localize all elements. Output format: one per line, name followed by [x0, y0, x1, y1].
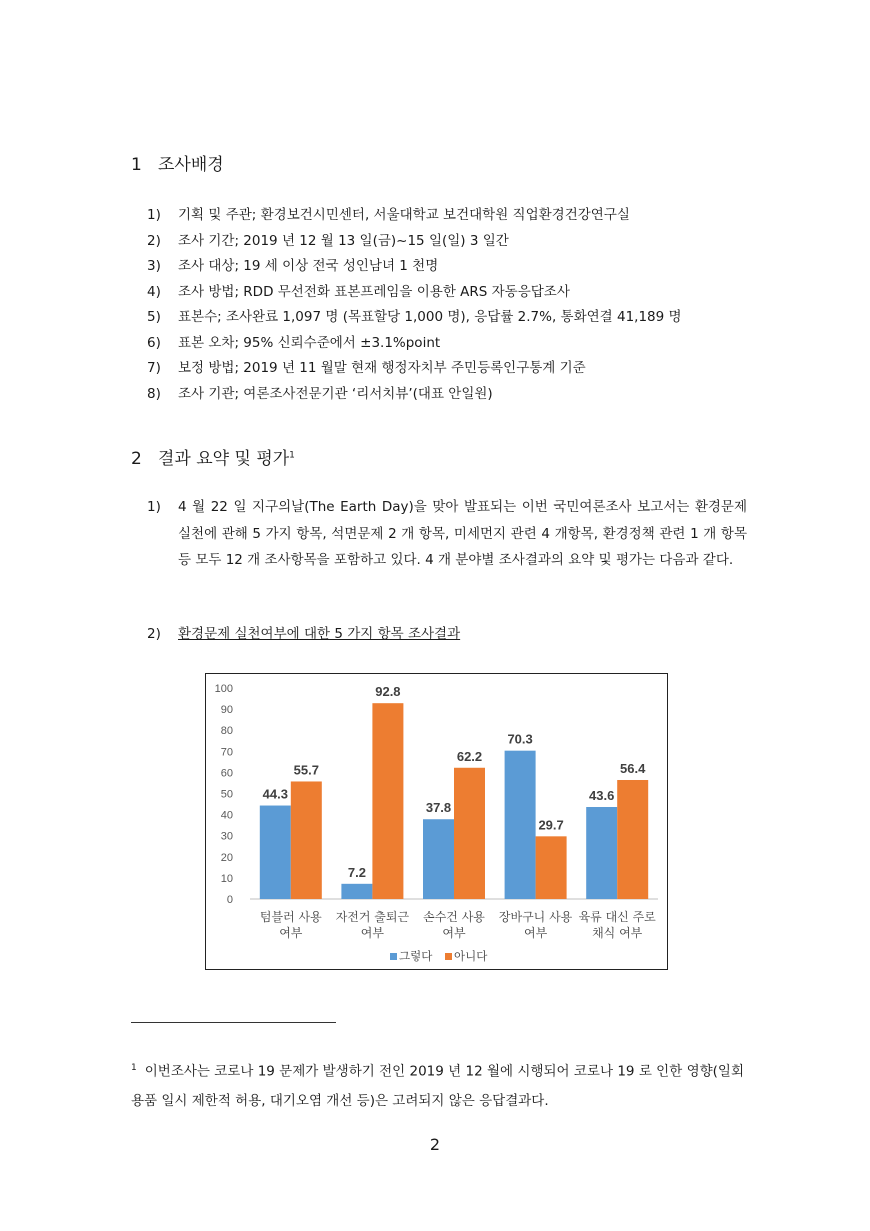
bar-yes — [505, 751, 536, 899]
data-label: 92.8 — [375, 684, 401, 700]
list-item-number: 3) — [147, 258, 161, 274]
bar-no — [617, 780, 648, 899]
list-item-number: 2) — [147, 232, 161, 249]
chart-canvas — [206, 674, 666, 968]
bar-no — [454, 768, 485, 899]
footnote — [131, 1054, 744, 1116]
list-item — [147, 254, 682, 280]
data-label: 44.3 — [262, 786, 288, 802]
y-tick-label: 20 — [220, 851, 233, 864]
list-item — [147, 203, 682, 229]
category-label: 장바구니 사용 — [498, 910, 573, 924]
survey-background-list — [147, 203, 682, 407]
list-item — [147, 305, 682, 331]
list-item-number: 5) — [147, 309, 161, 325]
data-label: 37.8 — [425, 800, 452, 816]
data-label: 56.4 — [620, 760, 646, 776]
data-label: 55.7 — [293, 762, 319, 778]
caption-number: 2) — [147, 626, 161, 642]
bar-chart — [205, 673, 668, 970]
summary-paragraph — [147, 494, 747, 574]
footnote-text: 이번조사는 코로나 19 문제가 발생하기 전인 2019 년 12 월에 시행되어 코로나 19 로 인한 영향(일회용품 일시 제한적 허용, 대기오염 개선 등)은 고려되지 않은 응답결과다. — [131, 1063, 744, 1109]
category-label: 여부 — [524, 926, 548, 940]
list-item-text: 조사 방법; RDD 무선전화 표본프레임을 이용한 ARS 자동응답조사 — [178, 283, 570, 300]
y-tick-label: 10 — [220, 872, 233, 885]
data-label: 70.3 — [507, 731, 533, 747]
page-number: 2 — [429, 1135, 441, 1154]
list-item — [147, 382, 682, 408]
data-label: 62.2 — [456, 748, 483, 764]
list-item — [147, 331, 682, 357]
category-label: 채식 여부 — [592, 926, 643, 940]
legend-swatch — [390, 953, 397, 960]
section1-heading — [131, 150, 224, 175]
paragraph-text: 4 월 22 일 지구의날(The Earth Day)을 맞아 발표되는 이번 국민여론조사 보고서는 환경문제 실천에 관해 5 가지 항목, 석면문제 2 개 항목, 미세먼지 관련 4 개항목, 환경정책 관련 1 개 항목 등 모두 12 개 조사항목을 포함하고 있다. 4 개 분야별 조사결과의 요약 및 평가는 다음과 같다. — [178, 499, 747, 568]
footnote-divider — [131, 1022, 336, 1023]
data-label: 43.6 — [589, 788, 615, 804]
legend-swatch — [445, 953, 452, 960]
y-tick-label: 80 — [220, 725, 233, 738]
list-item-text: 조사 기관; 여론조사전문기관 ‘리서치뷰’(대표 안일원) — [178, 385, 493, 402]
section2-heading — [131, 444, 295, 469]
y-tick-label: 100 — [214, 683, 233, 695]
y-tick-label: 90 — [220, 704, 233, 717]
caption-text: 환경문제 실천여부에 대한 5 가지 항목 조사결과 — [178, 626, 461, 642]
list-item-text: 기획 및 주관; 환경보건시민센터, 서울대학교 보건대학원 직업환경건강연구실 — [178, 207, 630, 223]
category-label: 육류 대신 주로 — [578, 910, 656, 924]
bar-yes — [586, 807, 617, 899]
y-tick-label: 60 — [220, 767, 233, 780]
legend-label: 그렇다 — [399, 949, 433, 963]
list-item — [147, 280, 682, 306]
bar-yes — [423, 819, 454, 899]
list-item-text: 보정 방법; 2019 년 11 월말 현재 행정자치부 주민등록인구통계 기준 — [178, 360, 586, 376]
category-label: 자전거 출퇴근 — [335, 910, 410, 924]
list-item-number: 4) — [147, 283, 161, 300]
footnote-mark: 1 — [131, 1063, 137, 1073]
list-item-text: 조사 대상; 19 세 이상 전국 성인남녀 1 천명 — [178, 258, 439, 274]
list-item-number: 6) — [147, 334, 161, 351]
section1-title: 조사배경 — [158, 155, 224, 175]
section2-number: 2 — [131, 449, 142, 469]
y-tick-label: 30 — [220, 830, 233, 843]
category-label: 여부 — [442, 926, 466, 940]
category-label: 텀블러 사용 — [259, 910, 322, 924]
bar-yes — [341, 884, 372, 899]
category-label: 여부 — [360, 926, 384, 940]
section1-number: 1 — [131, 155, 142, 175]
list-item-text: 표본수; 조사완료 1,097 명 (목표할당 1,000 명), 응답률 2.7%, 통화연결 41,189 명 — [178, 309, 682, 325]
y-tick-label: 40 — [220, 809, 233, 822]
list-item-text: 조사 기간; 2019 년 12 월 13 일(금)~15 일(일) 3 일간 — [178, 232, 509, 249]
data-label: 7.2 — [347, 864, 366, 880]
bar-no — [372, 703, 403, 899]
list-item-number: 7) — [147, 360, 161, 376]
chart-caption — [147, 622, 460, 642]
section2-title: 결과 요약 및 평가 — [158, 449, 290, 469]
bar-no — [536, 836, 567, 899]
category-label: 손수건 사용 — [423, 910, 485, 924]
paragraph-number: 1) — [147, 499, 161, 515]
data-label: 29.7 — [538, 817, 564, 833]
y-tick-label: 50 — [220, 788, 233, 801]
list-item-number: 1) — [147, 207, 161, 223]
list-item — [147, 229, 682, 255]
list-item — [147, 356, 682, 382]
bar-no — [291, 781, 322, 899]
footnote-reference: 1 — [289, 450, 295, 461]
legend-label: 아니다 — [454, 949, 488, 963]
bar-yes — [260, 806, 291, 899]
category-label: 여부 — [279, 926, 303, 940]
y-tick-label: 70 — [220, 746, 233, 759]
list-item-text: 표본 오차; 95% 신뢰수준에서 ±3.1%point — [178, 334, 441, 351]
y-tick-label: 0 — [226, 894, 233, 906]
list-item-number: 8) — [147, 385, 161, 402]
